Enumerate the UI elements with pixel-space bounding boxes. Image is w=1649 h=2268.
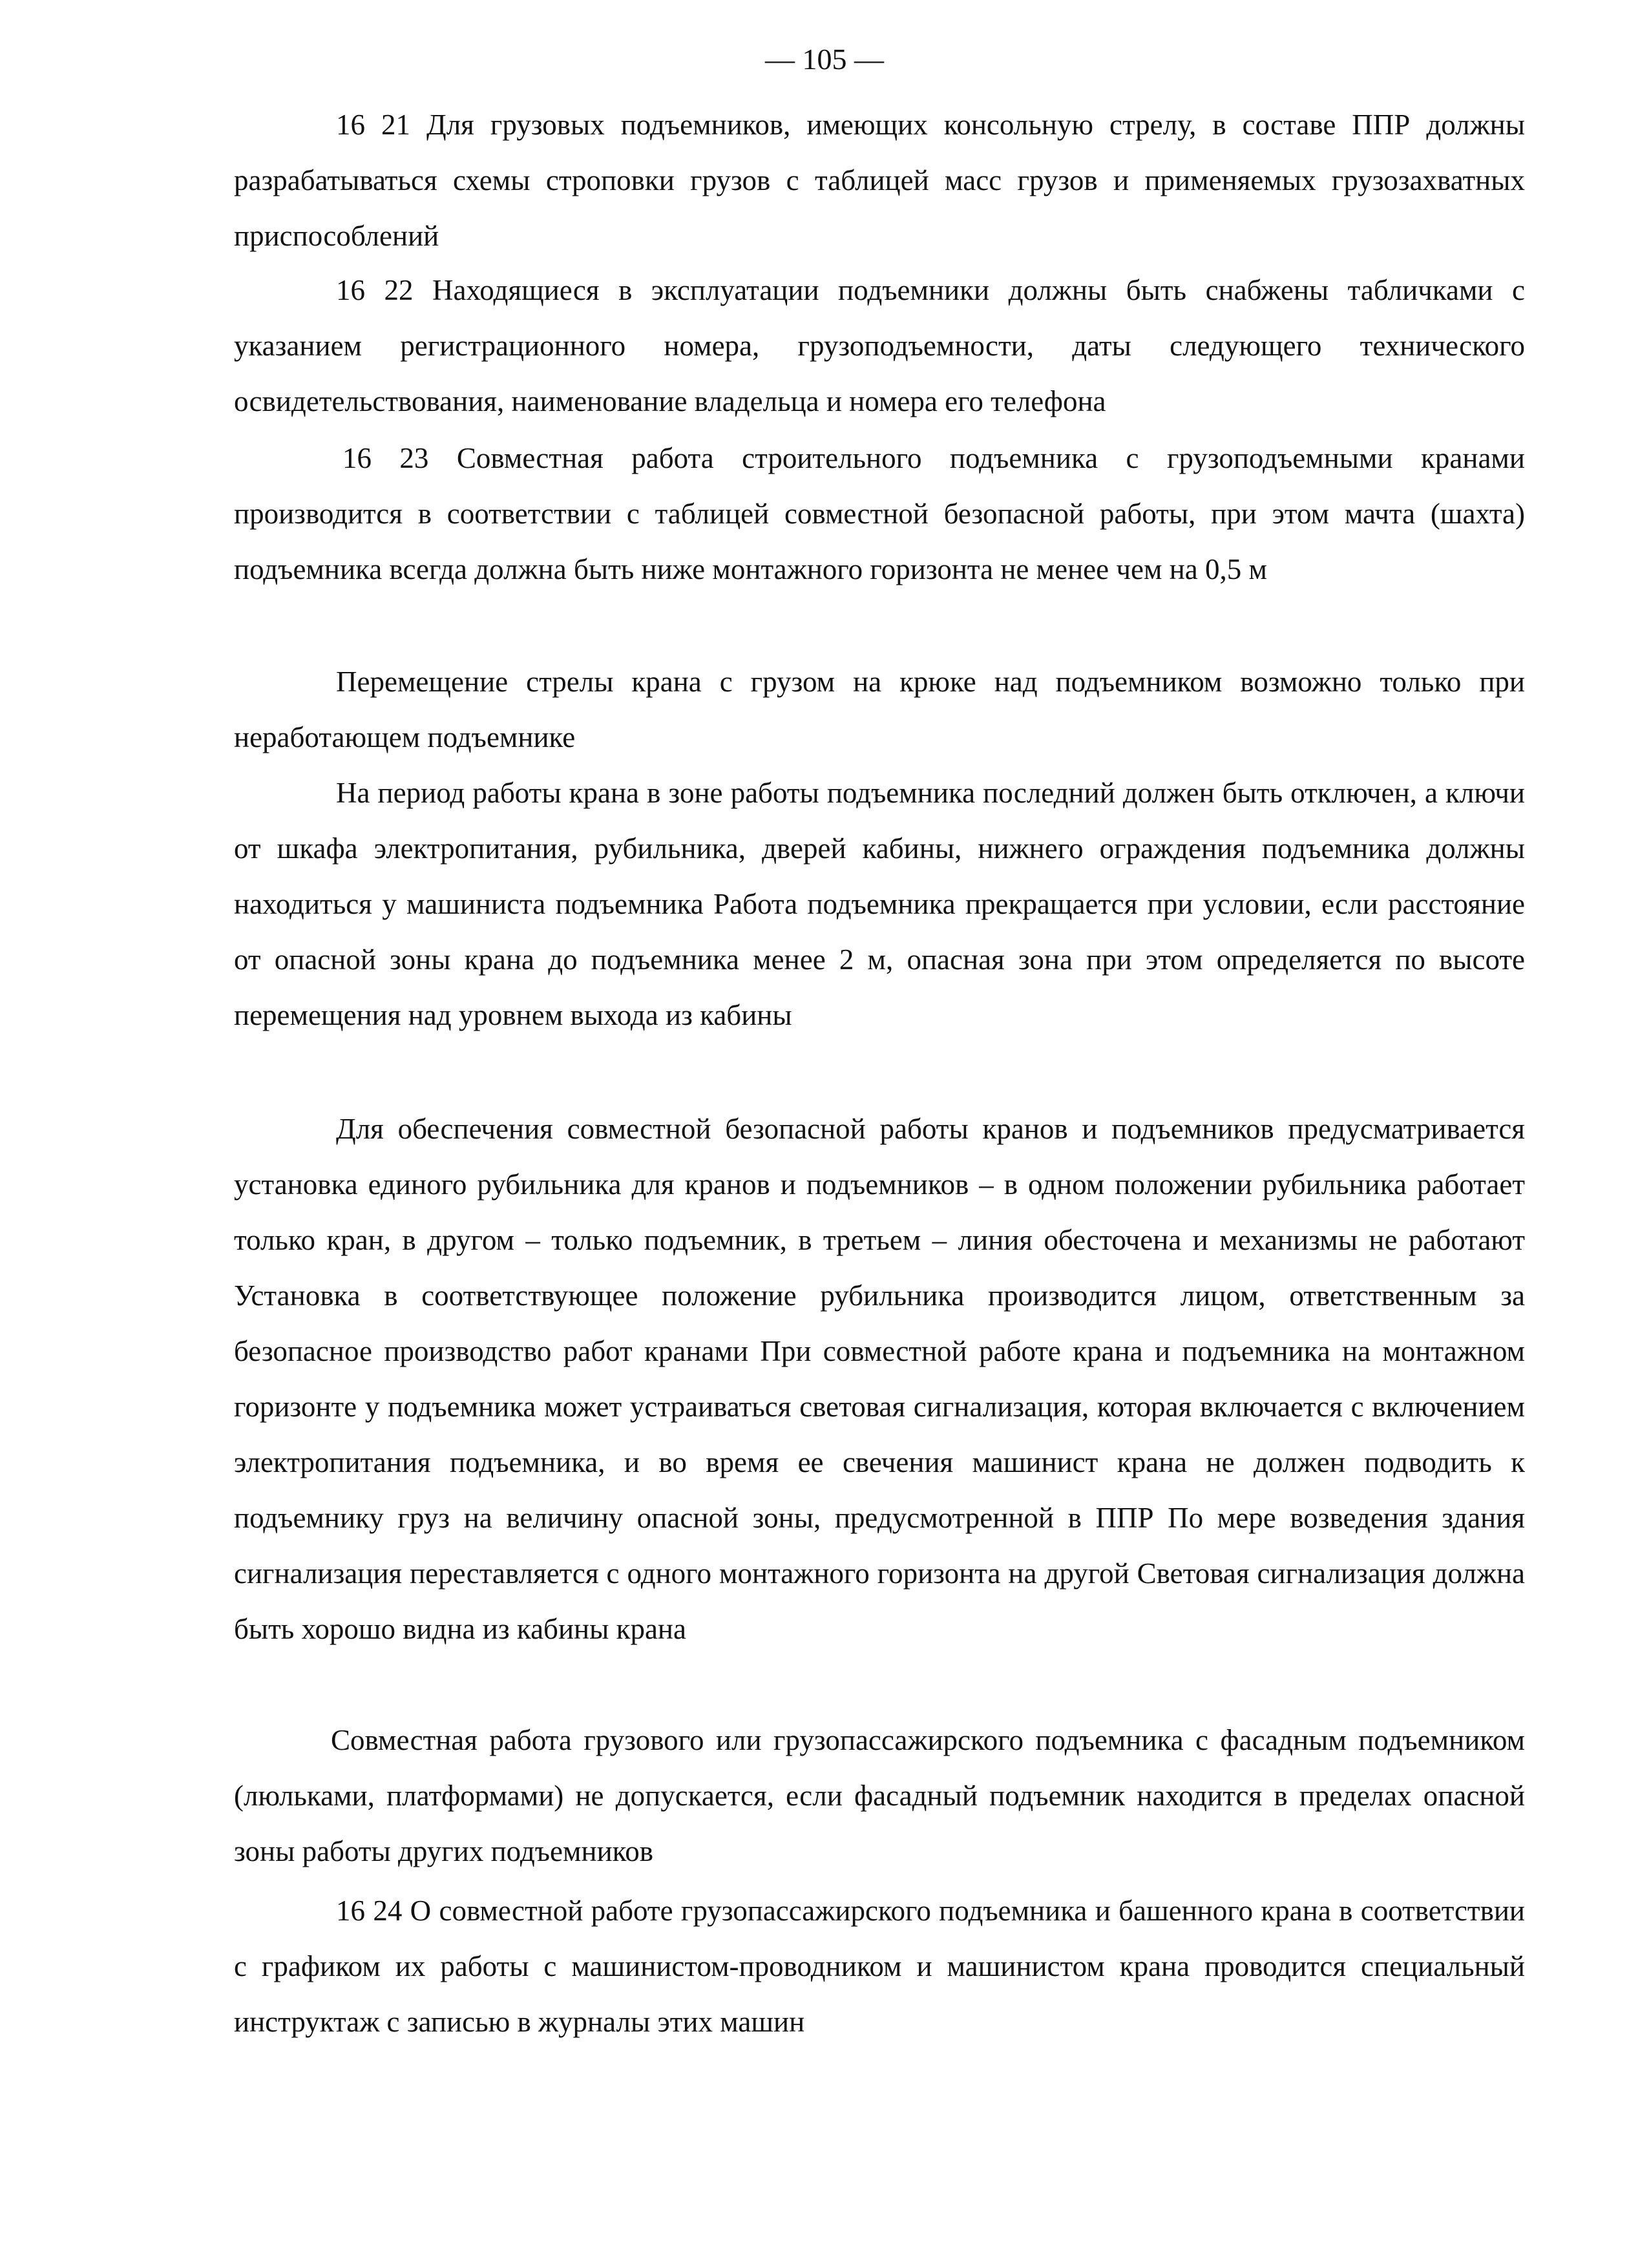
paragraph-16-22 [234, 262, 1525, 429]
page-number: — 105 — [765, 43, 884, 76]
paragraph-text: 16 23 Совместная работа строительного подъемника с грузоподъемными кранами производится в соответствии с таблицей совместной безопасной работы, при этом мачта (шахта) подъемника всегда должна быть ниже монтажного горизонта не менее чем на 0,5 м [234, 442, 1525, 585]
paragraph-16-23 [234, 430, 1525, 597]
paragraph-text: 16 21 Для грузовых подъемников, имеющих консольную стрелу, в составе ППР должны разрабатываться схемы строповки грузов с таблицей масс грузов и применяемых грузозахватных приспособлений [234, 109, 1525, 252]
paragraph-16-21 [234, 97, 1525, 264]
paragraph-facade-lift [234, 1712, 1525, 1879]
paragraph-text: Совместная работа грузового или грузопассажирского подъемника с фасадным подъемником (люльками, платформами) не допускается, если фасадный подъемник находится в пределах опасной зоны работы других подъемников [234, 1724, 1525, 1867]
paragraph-text: На период работы крана в зоне работы подъемника последний должен быть отключен, а ключи от шкафа электропитания, рубильника, дверей кабины, нижнего ограждения подъемника должны находиться у машиниста подъемника Работа подъемника прекращается при условии, если расстояние от опасной зоны крана до подъемника менее 2 м, опасная зона при этом определяется по высоте перемещения над уровнем выхода из кабины [234, 777, 1525, 1031]
paragraph-text: Для обеспечения совместной безопасной работы кранов и подъемников предусматривается установка единого рубильника для кранов и подъемников – в одном положении рубильника работает только кран, в другом – только подъемник, в третьем – линия обесточена и механизмы не работают Установка в соответствующее положение рубильника производится лицом, ответственным за безопасное производство работ кранами При совместной работе крана и подъемника на монтажном горизонте у подъемника может устраиваться световая сигнализация, которая включается с включением электропитания подъемника, и во время ее свечения машинист крана не должен подводить к подъемнику груз на величину опасной зоны, предусмотренной в ППР По мере возведения здания сигнализация переставляется с одного монтажного горизонта на другой Световая сигнализация должна быть хорошо видна из кабины крана [234, 1113, 1525, 1645]
paragraph-text: Перемещение стрелы крана с грузом на крюке над подъемником возможно только при неработающем подъемнике [234, 666, 1525, 753]
paragraph-crane-period [234, 765, 1525, 1043]
paragraph-switch [234, 1101, 1525, 1657]
paragraph-crane-boom [234, 654, 1525, 765]
paragraph-text: 16 24 О совместной работе грузопассажирского подъемника и башенного крана в соответствии с графиком их работы с машинистом-проводником и машинистом крана проводится специальный инструктаж с записью в журналы этих машин [234, 1895, 1525, 2038]
paragraph-text: 16 22 Находящиеся в эксплуатации подъемники должны быть снабжены табличками с указанием регистрационного номера, грузоподъемности, даты следующего технического освидетельствования, наименование владельца и номера его телефона [234, 274, 1525, 417]
paragraph-16-24 [234, 1883, 1525, 2050]
